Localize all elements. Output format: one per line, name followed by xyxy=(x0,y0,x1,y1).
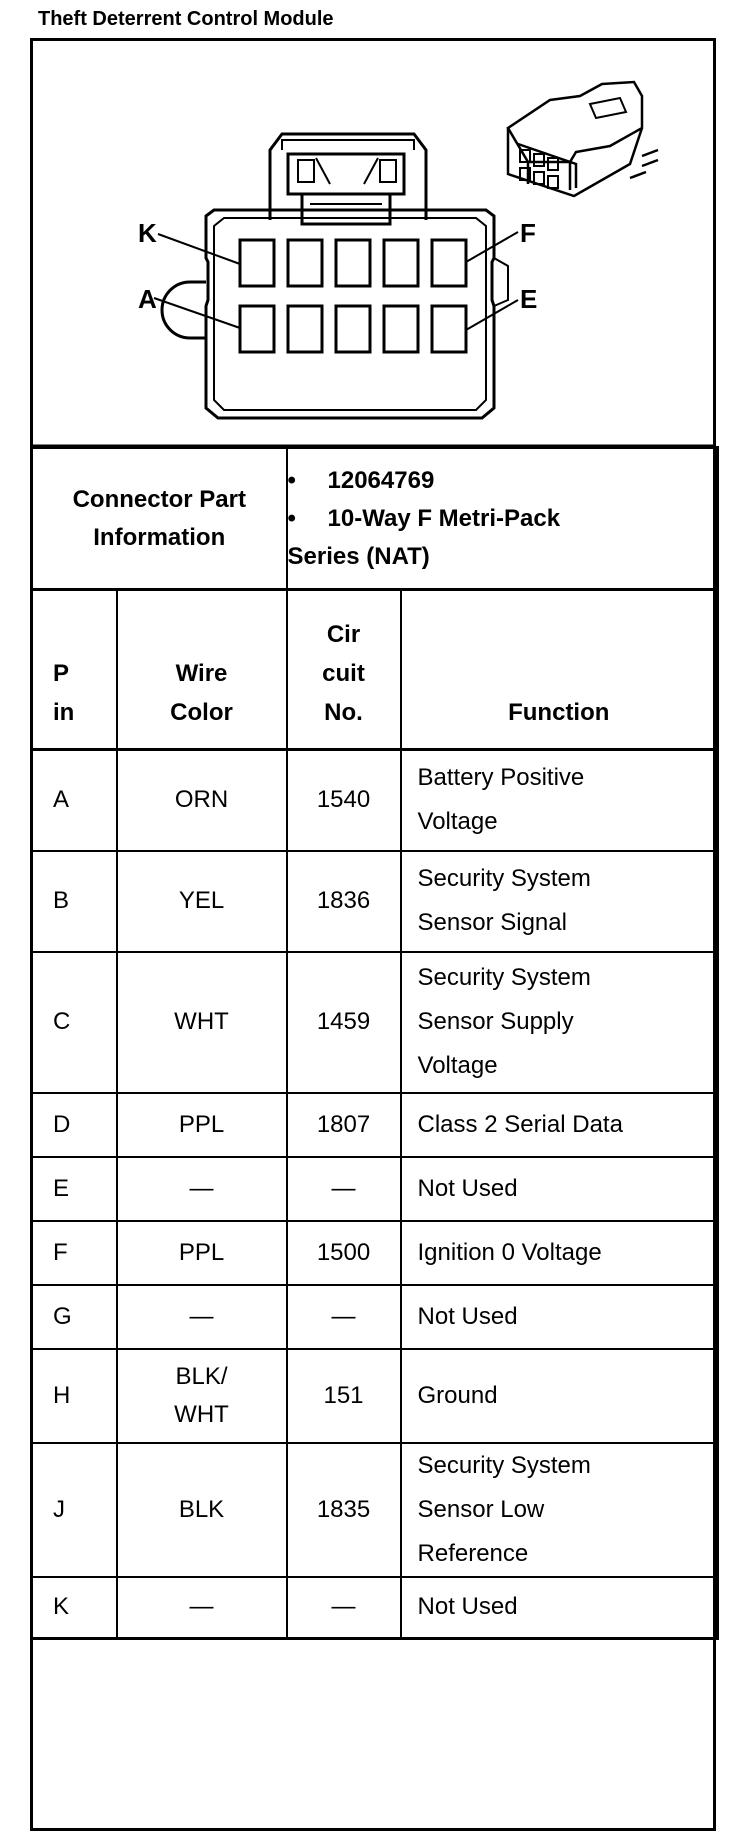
cell-function: Ground xyxy=(401,1349,718,1443)
cell-pin: B xyxy=(32,851,117,952)
cell-circuit: 151 xyxy=(287,1349,401,1443)
cell-circuit: 1835 xyxy=(287,1443,401,1577)
table-row xyxy=(32,1285,718,1349)
cell-function: Security System Sensor Low Reference xyxy=(401,1443,718,1577)
cell-pin: K xyxy=(32,1577,117,1639)
cell-circuit: 1500 xyxy=(287,1221,401,1285)
connector-info-label: Connector Part Information xyxy=(32,448,287,590)
cell-circuit: — xyxy=(287,1157,401,1221)
cell-circuit: 1540 xyxy=(287,750,401,851)
table-row xyxy=(32,1577,718,1639)
label-f: F xyxy=(520,218,536,248)
table-row xyxy=(32,851,718,952)
cell-circuit: 1836 xyxy=(287,851,401,952)
cell-pin: G xyxy=(32,1285,117,1349)
cell-wire-color: ORN xyxy=(117,750,287,851)
connector-diagram xyxy=(30,38,716,448)
part-number: • 12064769 xyxy=(287,466,435,494)
pinout-table xyxy=(30,446,719,1640)
cell-function: Ignition 0 Voltage xyxy=(401,1221,718,1285)
cell-pin: E xyxy=(32,1157,117,1221)
connector-series: • 10-Way F Metri-Pack xyxy=(287,504,561,532)
table-row xyxy=(32,1221,718,1285)
page-title: Theft Deterrent Control Module xyxy=(38,8,334,30)
cell-circuit: — xyxy=(287,1577,401,1639)
cell-wire-color: BLK xyxy=(117,1443,287,1577)
header-wire-color: Wire Color xyxy=(117,590,287,750)
cell-function: Class 2 Serial Data xyxy=(401,1093,718,1157)
connector-3d-view xyxy=(508,82,658,196)
cell-pin: F xyxy=(32,1221,117,1285)
label-e: E xyxy=(520,284,538,314)
cell-function: Not Used xyxy=(401,1285,718,1349)
cell-wire-color: PPL xyxy=(117,1221,287,1285)
cell-circuit: — xyxy=(287,1285,401,1349)
label-a: A xyxy=(138,284,157,314)
cell-wire-color: BLK/ WHT xyxy=(117,1349,287,1443)
cell-wire-color: PPL xyxy=(117,1093,287,1157)
table-row xyxy=(32,1093,718,1157)
connector-info-row xyxy=(32,448,718,590)
cell-pin: J xyxy=(32,1443,117,1577)
cell-pin: H xyxy=(32,1349,117,1443)
cell-function: Not Used xyxy=(401,1157,718,1221)
pin-cavities xyxy=(240,240,466,352)
table-row xyxy=(32,952,718,1093)
cell-pin: D xyxy=(32,1093,117,1157)
table-row xyxy=(32,1443,718,1577)
cell-wire-color: YEL xyxy=(117,851,287,952)
cell-wire-color: — xyxy=(117,1285,287,1349)
table-row xyxy=(32,1157,718,1221)
cell-pin: A xyxy=(32,750,117,851)
cell-function: Security System Sensor Supply Voltage xyxy=(401,952,718,1093)
header-pin: P in xyxy=(32,590,117,750)
cell-pin: C xyxy=(32,952,117,1093)
table-row xyxy=(32,1349,718,1443)
cell-circuit: 1459 xyxy=(287,952,401,1093)
cell-function: Battery Positive Voltage xyxy=(401,750,718,851)
header-circuit-no: Cir cuit No. xyxy=(287,590,401,750)
table-header-row xyxy=(32,590,718,750)
connector-info-values: • 12064769 • 10-Way F Metri-Pack Series (NAT) xyxy=(287,448,718,590)
header-function: Function xyxy=(401,590,718,750)
cell-function: Not Used xyxy=(401,1577,718,1639)
cell-wire-color: — xyxy=(117,1577,287,1639)
label-k: K xyxy=(138,218,157,248)
table-row xyxy=(32,750,718,851)
cell-wire-color: — xyxy=(117,1157,287,1221)
cell-wire-color: WHT xyxy=(117,952,287,1093)
cell-circuit: 1807 xyxy=(287,1093,401,1157)
cell-function: Security System Sensor Signal xyxy=(401,851,718,952)
